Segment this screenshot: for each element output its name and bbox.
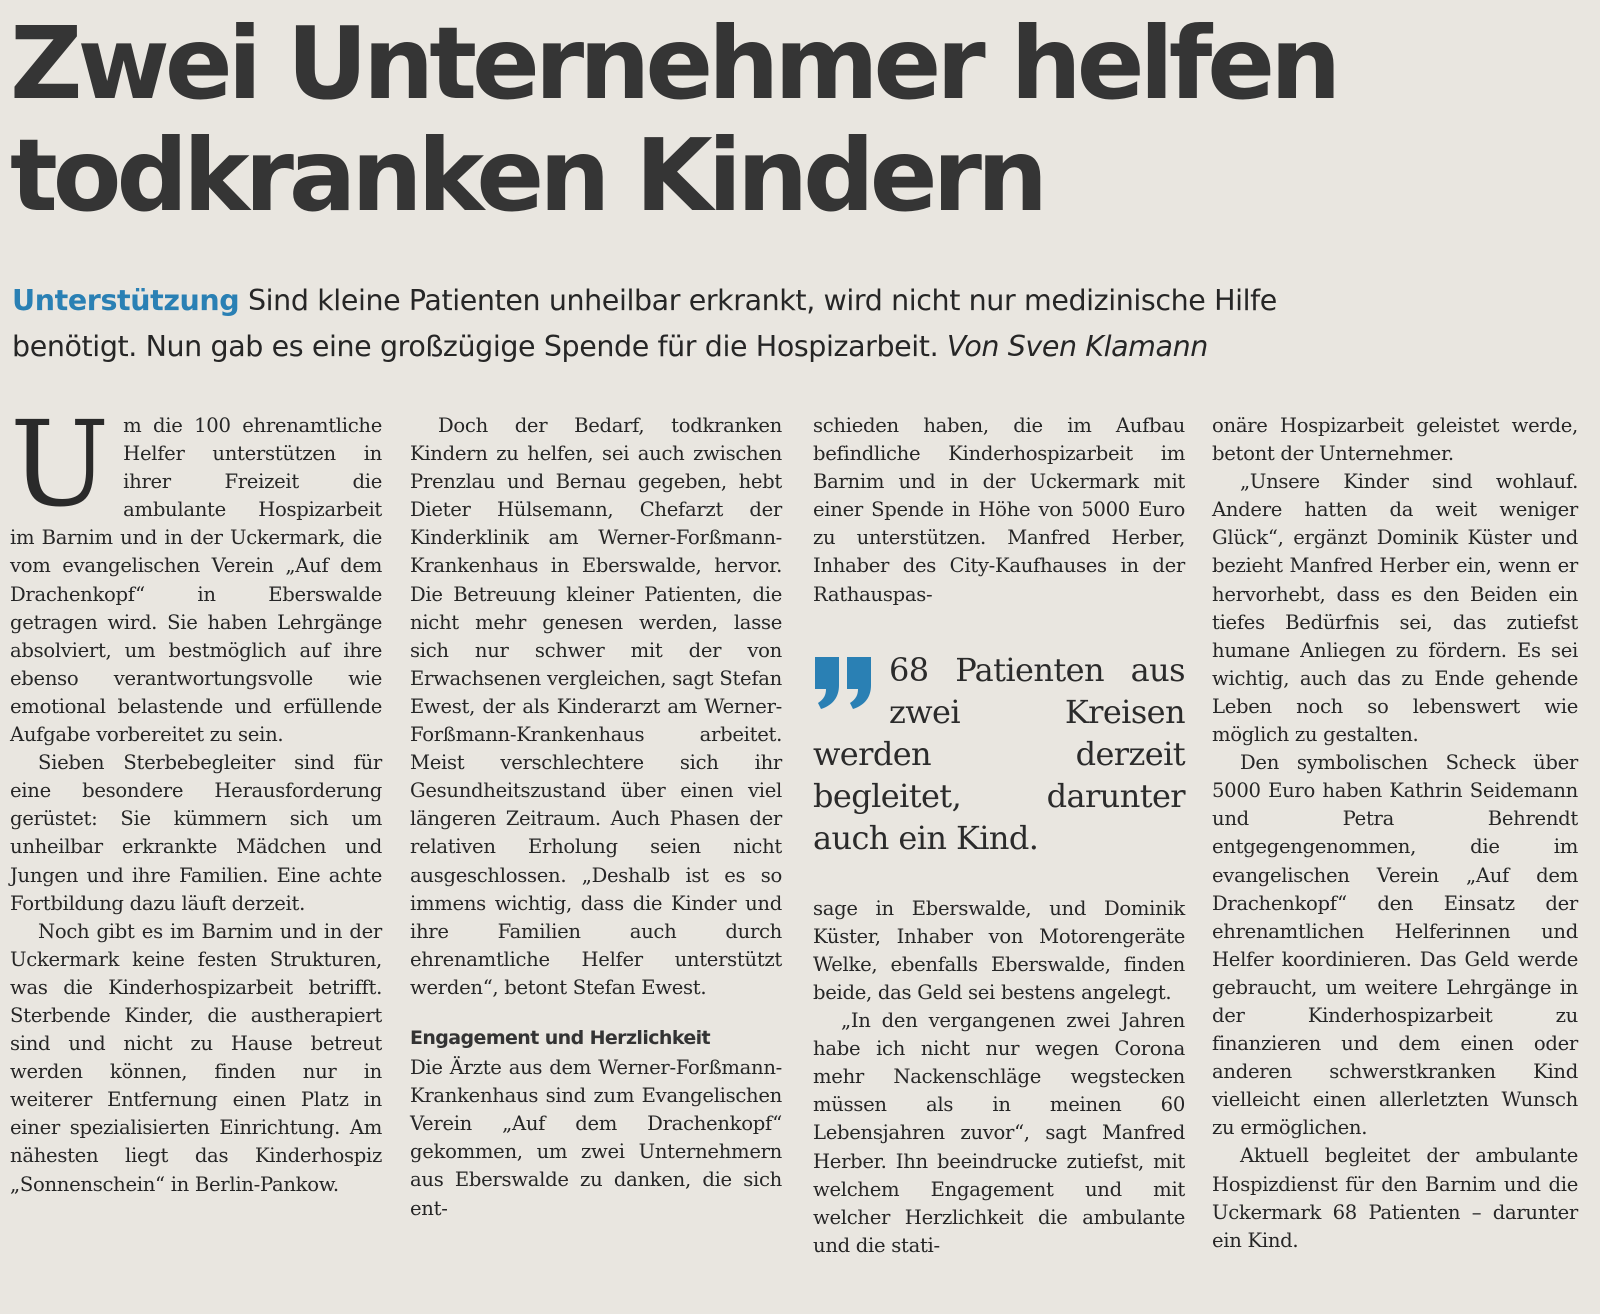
byline: Von Sven Klamann: [946, 330, 1208, 363]
headline-line-2: todkranken Kindern: [10, 117, 1044, 234]
paragraph: „In den vergangenen zwei Jahren habe ich nicht nur wegen Corona mehr Nackenschläge wegstecken müssen als in meinen 60 Lebensjahren zuvor“, sagt Manfred Herber. Ihn beeindrucke zutiefst, mit welchem Engagement und mit welcher Herzlichkeit die ambulante und die stati-: [813, 1009, 1185, 1257]
paragraph: Doch der Bedarf, todkranken Kindern zu helfen, sei auch zwischen Prenzlau und Bernau gegeben, hebt Dieter Hülsemann, Chefarzt der Kinderklinik am Werner-Forßmann-Krankenhaus in Eberswalde, hervor. Die Betreuung kleiner Patienten, die nicht mehr genesen werden, lasse sich nur schwer mit der von Erwachsenen vergleichen, sagt Stefan Ewest, der als Kinderarzt am Werner-Forßmann-Krankenhaus arbeitet. Meist verschlechtere sich ihr Gesundheitszustand über einen viel längeren Zeitraum. Auch Phasen der relativen Erholung seien nicht ausgeschlossen. „Deshalb ist es so immens wichtig, dass die Kinder und ihre Familien auch durch ehrenamtliche Helfer unterstützt werden“, betont Stefan Ewest.: [410, 414, 782, 999]
pull-quote-text: 68 Patienten aus zwei Kreisen werden derzeit begleitet, darunter auch ein Kind.: [813, 650, 1185, 857]
pull-quote: [813, 649, 1185, 859]
headline-line-1: Zwei Unternehmer helfen: [10, 5, 1337, 122]
deck-kicker: Unterstützung: [12, 284, 240, 317]
deck-text-2: benötigt. Nun gab es eine großzügige Spende für die Hospizarbeit.: [12, 330, 947, 363]
headline: [10, 5, 1337, 234]
paragraph: Noch gibt es im Barnim und in der Uckermark keine festen Strukturen, was die Kinderhospizarbeit betrifft. Sterbende Kinder, die austherapiert sind und nicht zu Hause betreut werden können, finden nur in weiterer Entfernung einen Platz in einer spezialisierten Einrichtung. Am nähesten liegt das Kinderhospiz „Sonnenschein“ in Berlin-Pankow.: [10, 919, 382, 1196]
article-column-4: [1212, 412, 1578, 1255]
article-column-2: [410, 412, 782, 1223]
paragraph: sage in Eberswalde, und Dominik Küster, Inhaber von Motorengeräte Welke, ebenfalls Eberswalde, finden beide, das Geld sei bestens angelegt.: [813, 896, 1185, 1004]
paragraph: onäre Hospizarbeit geleistet werde, betont der Unternehmer.: [1212, 414, 1578, 466]
paragraph: Sieben Sterbebegleiter sind für eine besondere Herausforderung gerüstet: Sie kümmern sich um unheilbar erkrankte Mädchen und Jungen und ihre Familien. Eine achte Fortbildung dazu läuft derzeit.: [10, 751, 382, 915]
deck: [12, 278, 1552, 370]
paragraph: „Unsere Kinder sind wohlauf. Andere hatten da weit weniger Glück“, ergänzt Dominik Küster und bezieht Manfred Herber ein, wenn er hervorhebt, dass es den Beiden ein tiefes Bedürfnis sei, das zutiefst humane Anliegen zu fördern. Es sei wichtig, auch das zu Ende gehende Leben noch so lebenswert wie möglich zu gestalten.: [1212, 470, 1578, 747]
drop-cap: U: [10, 395, 110, 533]
subheading: Engagement und Herzlichkeit: [410, 1026, 711, 1049]
paragraph: Die Ärzte aus dem Werner-Forßmann-Krankenhaus sind zum Evangelischen Verein „Auf dem Drachenkopf“ gekommen, um zwei Unternehmern aus Eberswalde zu danken, die sich ent-: [410, 1056, 782, 1220]
article-column-3: [813, 412, 1185, 1260]
paragraph: Den symbolischen Scheck über 5000 Euro haben Kathrin Seidemann und Petra Behrendt entgegengenommen, die im evangelischen Verein „Auf dem Drachenkopf“ den Einsatz der ehrenamtlichen Helferinnen und Helfer koordinieren. Das Geld werde gebraucht, um weitere Lehrgänge in der Kinderhospizarbeit zu finanzieren und dem einen oder anderen schwerstkranken Kind vielleicht einen allerletzten Wunsch zu ermöglichen.: [1212, 751, 1578, 1140]
paragraph: m die 100 ehrenamtliche Helfer unterstützen in ihrer Freizeit die ambulante Hospizarbeit im Barnim und in der Uckermark, die vom evangelischen Verein „Auf dem Drachenkopf“ in Eberswalde getragen wird. Sie haben Lehrgänge absolviert, um bestmöglich auf ihre ebenso verantwortungsvolle wie emotional belastende und erfüllende Aufgabe vorbereitet zu sein.: [10, 414, 382, 747]
paragraph: schieden haben, die im Aufbau befindliche Kinderhospizarbeit im Barnim und in der Uckermark mit einer Spende in Höhe von 5000 Euro zu unterstützen. Manfred Herber, Inhaber des City-Kaufhauses in der Rathauspas-: [813, 414, 1185, 606]
deck-text-1: Sind kleine Patienten unheilbar erkrankt, wird nicht nur medizinische Hilfe: [239, 284, 1277, 317]
deck-line-2: [12, 324, 1552, 370]
deck-line-1: [12, 278, 1552, 324]
quote-mark-icon: [813, 655, 875, 711]
paragraph: Aktuell begleitet der ambulante Hospizdienst für den Barnim und die Uckermark 68 Patienten – darunter ein Kind.: [1212, 1144, 1578, 1252]
article-column-1: [10, 395, 382, 1199]
